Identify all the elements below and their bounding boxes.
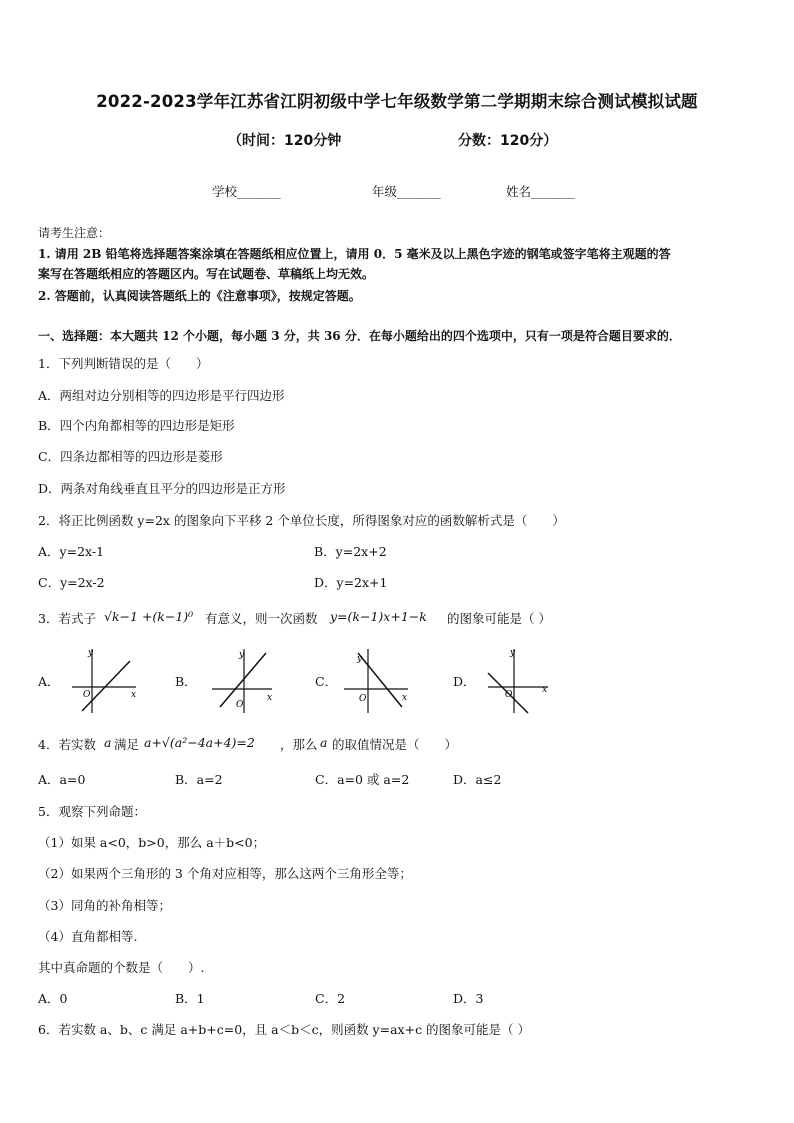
origin-label: O [83, 690, 91, 700]
q4-variable-a-2: a [320, 735, 328, 750]
q5-option-d: D．3 [453, 991, 484, 1006]
exam-title: 2022-2023学年江苏省江阴初级中学七年级数学第二学期期末综合测试模拟试题 [96, 92, 698, 111]
q3-expression-2: y=(k−1)x+1−k [330, 609, 427, 624]
origin-label: O [236, 700, 244, 710]
q1-option-b: B．四个内角都相等的四边形是矩形 [38, 418, 235, 433]
q3-option-a-label: A． [38, 674, 60, 689]
q3-option-c-label: C． [315, 674, 338, 689]
name-field: 姓名_______ [506, 184, 575, 199]
exam-time: （时间：120分钟 [228, 133, 342, 149]
q3-prefix: 3．若式子 [38, 611, 96, 626]
function-line [82, 661, 130, 711]
q5-proposition-2: （2）如果两个三角形的 3 个角对应相等，那么这两个三角形全等； [38, 866, 412, 881]
exam-score: 分数：120分） [458, 133, 558, 149]
x-axis-label: x [402, 693, 408, 703]
notice-item-1-line-1: 1. 请用 2B 铅笔将选择题答案涂填在答题纸相应位置上，请用 0．5 毫米及以上黑色字迹的钢笔或签字笔将主观题的答 [38, 247, 671, 261]
q3-graph-d [484, 645, 560, 717]
q2-option-c: C．y=2x-2 [38, 575, 105, 590]
q5-stem: 5．观察下列命题： [38, 804, 146, 819]
y-axis-label: y [510, 648, 516, 658]
q5-question: 其中真命题的个数是（ ）. [38, 960, 205, 975]
q4-option-c: C．a=0 或 a=2 [315, 772, 410, 787]
x-axis-label: x [267, 693, 273, 703]
q1-option-d: D．两条对角线垂直且平分的四边形是正方形 [38, 481, 286, 496]
q4-option-b: B．a=2 [175, 772, 223, 787]
origin-label: O [505, 690, 513, 700]
q2-option-a: A．y=2x-1 [38, 544, 105, 559]
q3-graph-a [68, 645, 144, 717]
q2-option-b: B．y=2x+2 [314, 544, 387, 559]
q3-suffix: 的图象可能是（ ） [447, 611, 551, 626]
q1-option-c: C．四条边都相等的四边形是菱形 [38, 449, 223, 464]
q2-option-d: D．y=2x+1 [314, 575, 388, 590]
function-line [220, 653, 266, 707]
notice-heading: 请考生注意： [38, 226, 111, 240]
y-axis-label: y [239, 650, 245, 660]
x-axis-label: x [131, 690, 137, 700]
q5-option-a: A．0 [38, 991, 68, 1006]
q4-mid: 满足 [114, 737, 140, 752]
section-heading: 一、选择题：本大题共 12 个小题，每小题 3 分，共 36 分．在每小题给出的四个选项中，只有一项是符合题目要求的． [38, 329, 681, 343]
q3-middle: 有意义，则一次函数 [205, 611, 318, 626]
q5-proposition-4: （4）直角都相等. [38, 929, 138, 944]
notice-item-1-line-2: 案写在答题纸相应的答题区内。写在试题卷、草稿纸上均无效。 [38, 267, 375, 281]
q5-proposition-3: （3）同角的补角相等； [38, 898, 171, 913]
q4-variable-a: a [104, 735, 112, 750]
q3-graph-b [208, 645, 284, 717]
q2-stem: 2．将正比例函数 y=2x 的图象向下平移 2 个单位长度，所得图象对应的函数解析式是（ ） [38, 513, 565, 528]
q6-stem: 6．若实数 a、b、c 满足 a+b+c=0，且 a＜b＜c，则函数 y=ax+c 的图象可能是（ ） [38, 1022, 531, 1037]
grade-field: 年级_______ [372, 184, 441, 199]
q3-option-d-label: D． [453, 674, 476, 689]
q5-option-c: C．2 [315, 991, 346, 1006]
y-axis-label: y [88, 648, 94, 658]
q1-stem: 1．下列判断错误的是（ ） [38, 356, 209, 371]
q1-option-a: A．两组对边分别相等的四边形是平行四边形 [38, 388, 285, 403]
q5-proposition-1: （1）如果 a<0，b>0，那么 a＋b<0； [38, 835, 266, 850]
x-axis-label: x [542, 685, 548, 695]
q3-expression-1: √k−1 +(k−1)⁰ [104, 609, 194, 624]
q4-suffix: ，那么 [280, 737, 318, 752]
q4-prefix: 4．若实数 [38, 737, 96, 752]
origin-label: O [359, 694, 367, 704]
q3-graph-c [340, 645, 416, 717]
notice-item-2: 2. 答题前，认真阅读答题纸上的《注意事项》，按规定答题。 [38, 289, 361, 303]
q4-option-a: A．a=0 [38, 772, 86, 787]
q4-expression: a+√(a²−4a+4)=2 [144, 735, 255, 750]
q4-suffix-2: 的取值情况是（ ） [332, 737, 458, 752]
school-field: 学校_______ [212, 184, 281, 199]
q5-option-b: B．1 [175, 991, 205, 1006]
q4-option-d: D．a≤2 [453, 772, 502, 787]
y-axis-label: y [357, 654, 363, 664]
q3-option-b-label: B． [175, 674, 197, 689]
